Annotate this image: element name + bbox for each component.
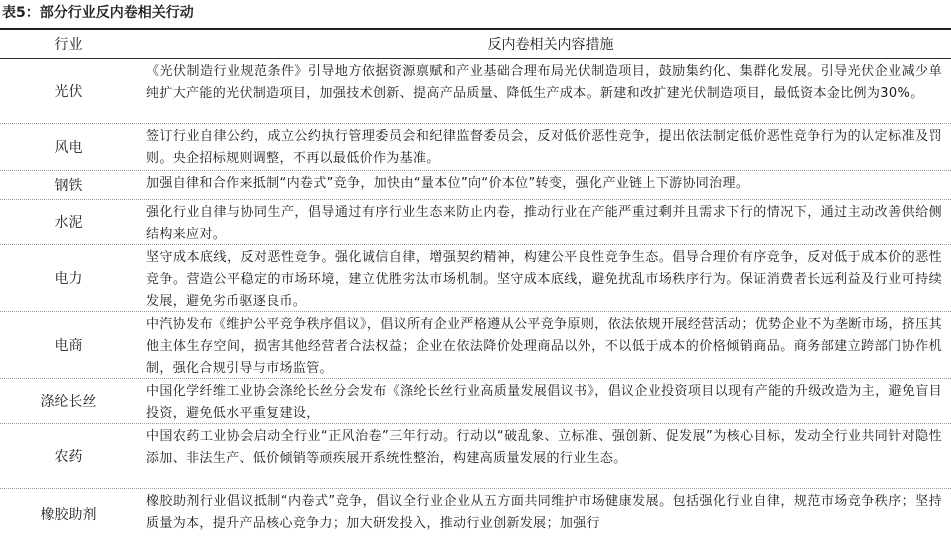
table-row-power [0, 245, 951, 311]
table-row-steel [0, 171, 951, 199]
table-title: 表5：部分行业反内卷相关行动 [2, 5, 194, 21]
measures-cell: 中汽协发布《维护公平竞争秩序倡议》，倡议所有企业严格遵从公平竞争原则，依法依规开展经营活动；优势企业不为垄断市场，挤压其他主体生存空间，损害其他经营者合法权益；企业在依法降价处理商品以外，不以低于成本的价格倾销商品。商务部建立跨部门协作机制，强化合规引导与市场监管。 [146, 317, 942, 376]
measures-cell: 中国化学纤维工业协会涤纶长丝分会发布《涤纶长丝行业高质量发展倡议书》，倡议企业投资项目以现有产能的升级改造为主，避免盲目投资，避免低水平重复建设， [146, 384, 942, 421]
measures-cell: 强化行业自律与协同生产，倡导通过有序行业生态来防止内卷，推动行业在产能严重过剩并且需求下行的情况下，通过主动改善供给侧结构来应对。 [146, 205, 942, 242]
industry-cell: 水泥 [54, 215, 83, 231]
measures-cell: 《光伏制造行业规范条件》引导地方依据资源禀赋和产业基础合理布局光伏制造项目，鼓励集约化、集群化发展。引导光伏企业减少单纯扩大产能的光伏制造项目，加强技术创新、提高产品质量、降低生产成本。新建和改扩建光伏制造项目，最低资本金比例为30%。 [146, 64, 942, 101]
table-row-pesticide [0, 424, 951, 488]
industry-cell: 光伏 [54, 84, 83, 100]
table-row-polyester [0, 379, 951, 423]
table-header [0, 34, 951, 56]
measures-cell: 加强自律和合作来抵制“内卷式”竞争，加快由“量本位”向“价本位”转变，强化产业链上下游协同治理。 [146, 176, 750, 191]
table-row-cement [0, 200, 951, 244]
header-measures: 反内卷相关内容措施 [487, 37, 614, 53]
measures-cell: 签订行业自律公约，成立公约执行管理委员会和纪律监督委员会，反对低价恶性竞争，提出依法制定低价恶性竞争行为的认定标准及罚则。央企招标规则调整，不再以最低价作为基准。 [146, 129, 942, 166]
measures-cell: 坚守成本底线，反对恶性竞争。强化诚信自律，增强契约精神，构建公平良性竞争生态。倡导合理价有序竞争，反对低于成本价的恶性竞争。营造公平稳定的市场环境，建立优胜劣汰市场机制。坚守成本底线，避免扰乱市场秩序行为。保证消费者长远利益及行业可持续发展，避免劣币驱逐良币。 [146, 250, 942, 309]
industry-cell: 农药 [54, 449, 83, 465]
industry-cell: 风电 [54, 140, 83, 156]
table-top-rule [0, 28, 951, 30]
industry-cell: 钢铁 [54, 178, 83, 194]
measures-cell: 中国农药工业协会启动全行业“正风治卷”三年行动。行动以“破乱象、立标准、强创新、促发展”为核心目标，发动全行业共同针对隐性添加、非法生产、低价倾销等顽疾展开系统性整治，构建高质量发展的行业生态。 [146, 429, 942, 466]
table-row-wind [0, 124, 951, 170]
industry-cell: 电商 [54, 338, 83, 354]
table-row-rubber [0, 489, 951, 538]
industry-cell: 橡胶助剂 [40, 506, 97, 523]
measures-cell: 橡胶助剂行业倡议抵制“内卷式”竞争，倡议全行业企业从五方面共同维护市场健康发展。包括强化行业自律，规范市场竞争秩序；坚持质量为本，提升产品核心竞争力；加大研发投入，推动行业创新发展；加强行 [146, 494, 942, 531]
industry-cell: 电力 [54, 271, 83, 287]
table-row-ecommerce [0, 312, 951, 378]
industry-cell: 涤纶长丝 [40, 394, 97, 410]
table-row-solar [0, 59, 951, 123]
header-industry: 行业 [54, 37, 83, 53]
